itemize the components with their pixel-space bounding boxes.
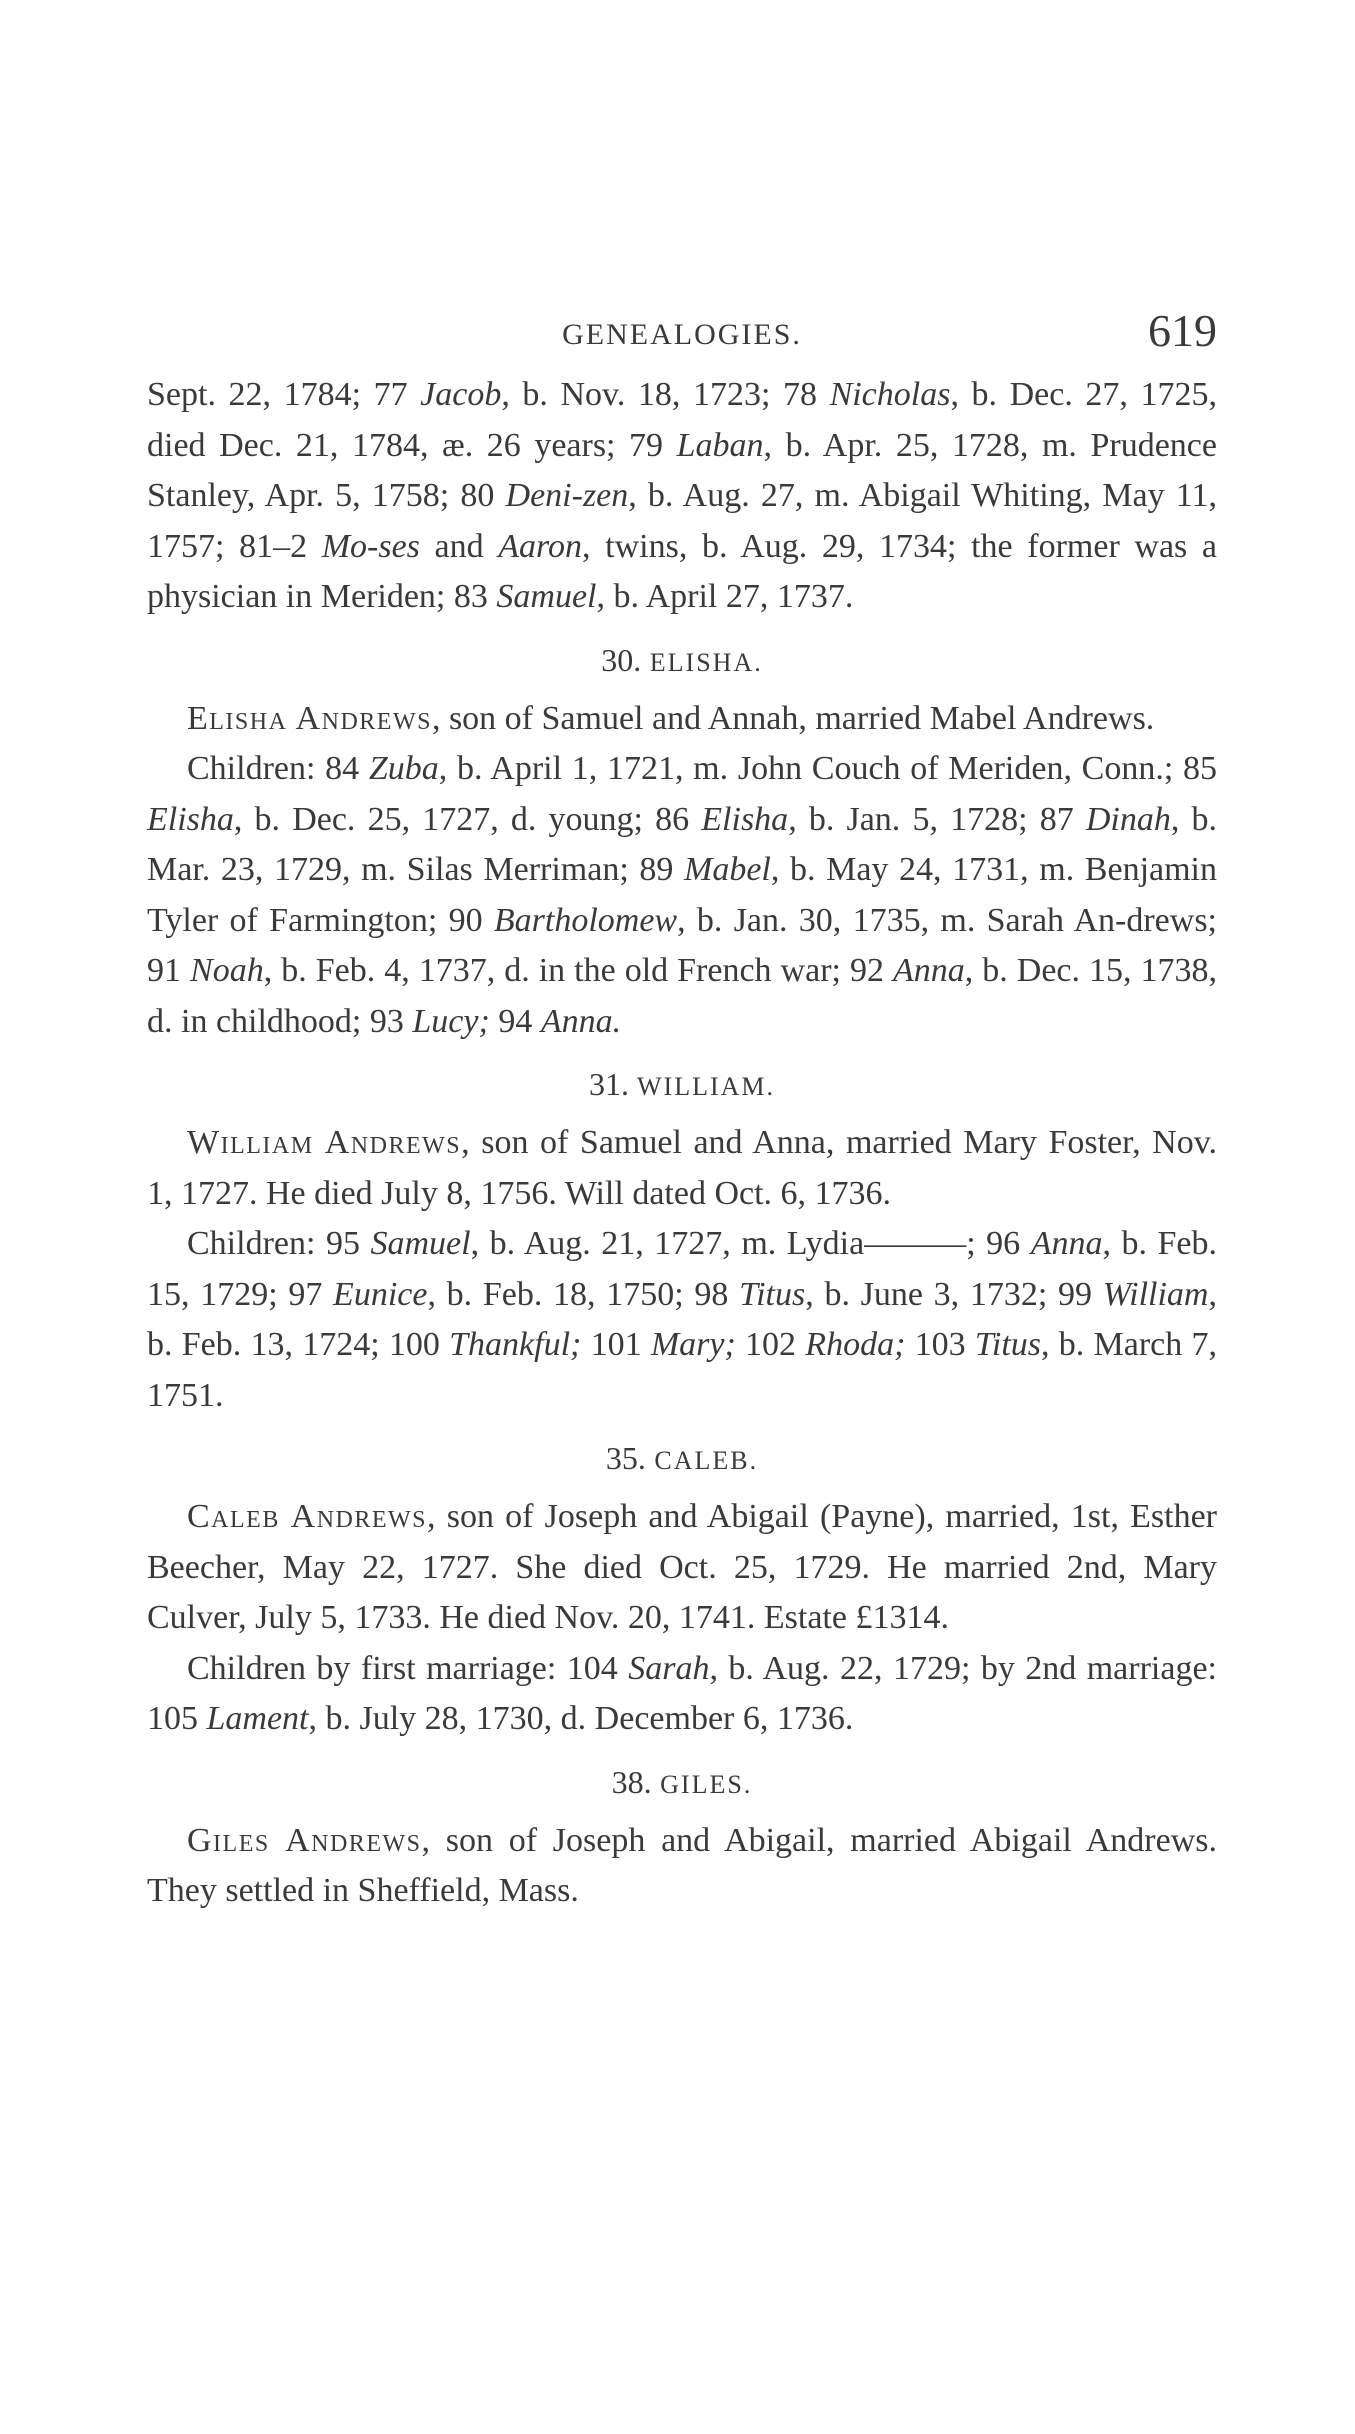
section-number: 30. (601, 641, 642, 678)
text-run: 103 (905, 1326, 975, 1363)
text-run: , b. Jan. 30, 1735, m. Sarah An-drews; 91 (147, 901, 1217, 989)
child-name: Titus (974, 1326, 1042, 1363)
entry-lead-name: Elisha Andrews (187, 699, 432, 737)
text-run: , b. Nov. 18, 1723; 78 (501, 376, 830, 413)
child-name: Anna. (540, 1002, 622, 1040)
child-name: Samuel (370, 1225, 471, 1262)
text-run: Children by first marriage: 104 (187, 1649, 629, 1687)
section-number: 31. (588, 1066, 629, 1102)
text-run: 101 (581, 1326, 651, 1363)
child-name: Lament (206, 1700, 309, 1737)
child-name: Aaron (498, 527, 583, 565)
page-number: 619 (1148, 305, 1217, 356)
child-name: Sarah (628, 1649, 710, 1687)
section-title: WILLIAM. (637, 1072, 776, 1101)
text-run: , b. Aug. 21, 1727, m. Lydia———; 96 (470, 1225, 1031, 1262)
child-name: Anna (1030, 1225, 1103, 1262)
text-run: , b. Dec. 15, 1738, d. in childhood; 93 (147, 952, 1218, 1040)
child-name: Titus (739, 1275, 806, 1313)
child-name: Lucy; (412, 1002, 490, 1040)
continued-paragraph (147, 370, 1217, 623)
section-heading-31 (147, 1066, 1217, 1102)
section-title: ELISHA. (649, 647, 763, 677)
child-name: Anna (892, 952, 965, 989)
child-name: Bartholomew (493, 901, 678, 939)
child-name: Dinah (1085, 800, 1171, 838)
text-run: , b. Dec. 25, 1727, d. young; 86 (233, 800, 702, 838)
text-run: , b. Jan. 5, 1728; 87 (788, 800, 1086, 838)
child-name: Noah (190, 952, 264, 989)
children-paragraph (147, 744, 1217, 1047)
text-run: , b. Feb. 13, 1724; 100 (147, 1275, 1217, 1363)
text-run: , b. Aug. 27, m. Abigail Whiting, May 11, 1757; 81–2 (147, 477, 1217, 565)
child-name: Mo-ses (321, 527, 420, 565)
text-run: Children: 84 (187, 750, 369, 787)
text-run: , son of Samuel and Anna, married Mary Foster, Nov. 1, 1727. He died July 8, 1756. Will dated Oct. 6, 1736. (147, 1124, 1218, 1212)
text-run: , b. Feb. 15, 1729; 97 (147, 1225, 1217, 1313)
section-heading-38 (147, 1763, 1217, 1800)
child-name: Samuel (496, 578, 597, 615)
entry-intro-paragraph (147, 694, 1217, 745)
text-run: , b. June 3, 1732; 99 (805, 1275, 1103, 1313)
children-paragraph (147, 1644, 1217, 1745)
text-run: 102 (735, 1326, 806, 1363)
book-page (147, 300, 1217, 1917)
text-run: , b. Mar. 23, 1729, m. Silas Merriman; 89 (147, 800, 1217, 888)
text-run: , son of Joseph and Abigail, married Abigail Andrews. They settled in Sheffield, Mass. (147, 1821, 1217, 1909)
text-run: , b. Aug. 22, 1729; by 2nd marriage: 105 (147, 1649, 1217, 1737)
text-run: , son of Samuel and Annah, married Mabel Andrews. (431, 699, 1155, 737)
child-name: Zuba (368, 750, 439, 787)
text-run: , b. July 28, 1730, d. December 6, 1736. (308, 1700, 854, 1737)
children-paragraph (147, 1219, 1217, 1421)
text-run: Children: 95 (187, 1225, 371, 1262)
child-name: Eunice (333, 1275, 428, 1313)
text-run: , b. Dec. 27, 1725, died Dec. 21, 1784, æ. 26 years; 79 (147, 376, 1217, 464)
child-name: Thankful; (449, 1326, 582, 1363)
child-name: Elisha (701, 800, 789, 838)
child-name: Jacob (420, 376, 502, 413)
text-run: , b. March 7, 1751. (147, 1326, 1217, 1414)
text-run: , twins, b. Aug. 29, 1734; the former was a physician in Meriden; 83 (147, 527, 1218, 615)
entry-intro-paragraph (147, 1492, 1217, 1644)
child-name: Laban (676, 426, 764, 464)
running-head-title: GENEALOGIES. (562, 318, 802, 351)
text-run: , b. Feb. 18, 1750; 98 (427, 1275, 740, 1313)
text-run: Sept. 22, 1784; 77 (147, 376, 421, 413)
entry-lead-name: Caleb Andrews (187, 1498, 428, 1535)
running-head (147, 300, 1217, 370)
text-run: , b. April 1, 1721, m. John Couch of Meriden, Conn.; 85 (438, 750, 1217, 787)
entry-intro-paragraph (147, 1816, 1217, 1917)
section-title: CALEB. (654, 1446, 759, 1475)
entry-lead-name: William Andrews (187, 1124, 462, 1161)
text-run: 94 (489, 1002, 541, 1040)
text-run: , son of Joseph and Abigail (Payne), married, 1st, Esther Beecher, May 22, 1727. She died Oct. 25, 1729. He married 2nd, Mary Culver, July 5, 1733. He died Nov. 20, 1741. Estate £1314. (147, 1498, 1218, 1636)
text-run: , b. Apr. 25, 1728, m. Prudence Stanley, Apr. 5, 1758; 80 (147, 426, 1217, 514)
text-run: , b. Feb. 4, 1737, d. in the old French war; 92 (263, 952, 893, 989)
child-name: Mary; (650, 1326, 736, 1363)
child-name: Elisha (147, 800, 234, 838)
entry-lead-name: Giles Andrews (187, 1821, 422, 1859)
section-heading-30 (147, 641, 1217, 678)
text-run: , b. May 24, 1731, m. Benjamin Tyler of Farmington; 90 (147, 851, 1217, 939)
text-run: and (419, 527, 499, 565)
section-number: 35. (605, 1440, 646, 1476)
child-name: William (1102, 1275, 1209, 1313)
child-name: Rhoda; (805, 1326, 906, 1363)
child-name: Nicholas (829, 376, 951, 413)
entry-intro-paragraph (147, 1118, 1217, 1219)
child-name: Deni-zen (505, 477, 629, 514)
section-title: GILES. (660, 1769, 753, 1799)
text-run: , b. April 27, 1737. (596, 578, 854, 615)
child-name: Mabel (684, 851, 771, 888)
section-number: 38. (611, 1763, 652, 1800)
section-heading-35 (147, 1440, 1217, 1476)
